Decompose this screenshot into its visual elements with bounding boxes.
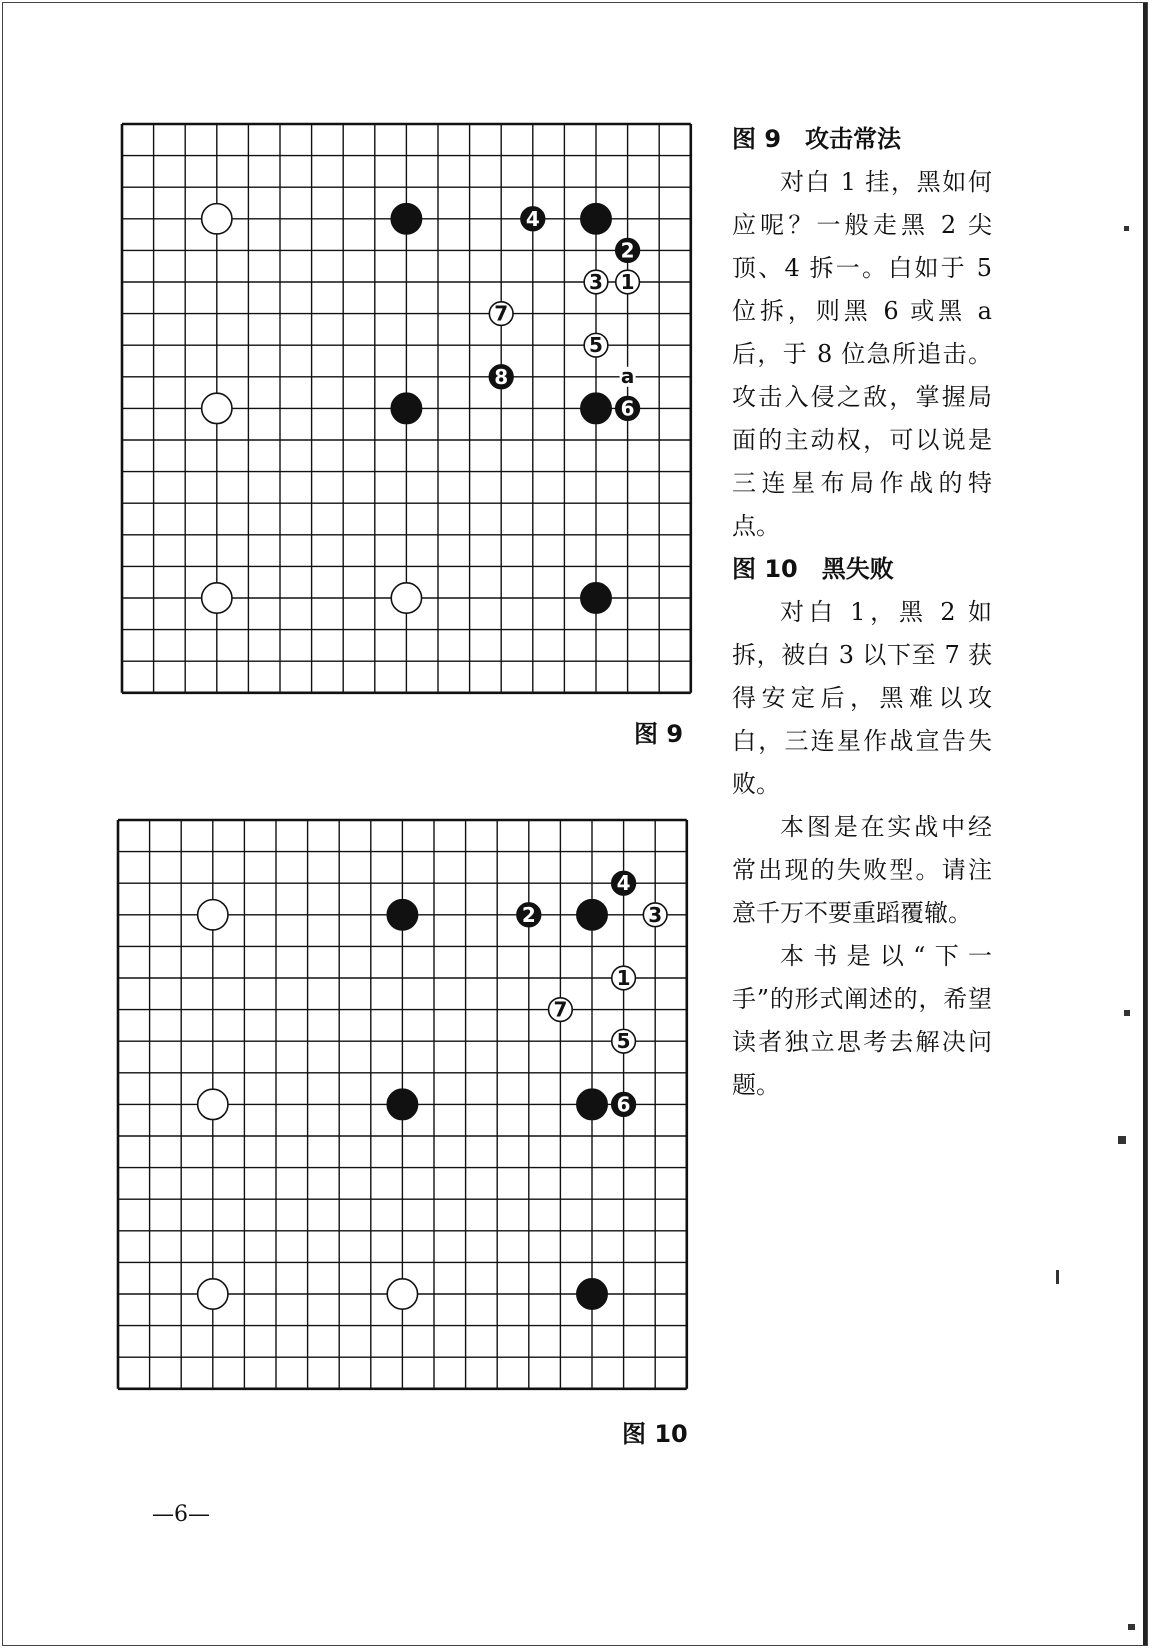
fig9-black-stone (391, 393, 421, 423)
commentary-column (732, 118, 992, 1107)
scan-edge (1143, 3, 1147, 1645)
svg-text:6: 6 (616, 1092, 631, 1117)
fig9-svg (120, 122, 693, 695)
fig9-black-stone-6 (616, 396, 640, 420)
svg-text:3: 3 (648, 902, 663, 927)
fig10-white-stone (387, 1279, 417, 1309)
fig10-white-stone-5 (612, 1029, 636, 1053)
scan-speck (1128, 1624, 1135, 1630)
fig10-black-stone-2 (517, 903, 541, 927)
fig9-black-stone-4 (521, 207, 545, 231)
fig9-white-stone (202, 393, 232, 423)
fig9-white-stone (202, 583, 232, 613)
scan-speck (1124, 226, 1129, 231)
fig9-black-stone-2 (616, 238, 640, 262)
fig9-point-mark-a: a (620, 363, 635, 388)
fig10-black-stone (577, 1089, 607, 1119)
book-format-note: 本书是以“下一手”的形式阐述的，希望读者独立思考去解决问题。 (732, 942, 992, 1099)
fig10-svg (116, 818, 689, 1391)
fig9-black-stone-8 (489, 365, 513, 389)
figure-9-heading: 图 9 攻击常法 (732, 125, 902, 153)
go-board-figure-10 (116, 818, 689, 1391)
svg-text:4: 4 (525, 206, 540, 231)
fig10-black-stone (387, 900, 417, 930)
scan-speck (1056, 1270, 1059, 1284)
fig10-black-stone (387, 1089, 417, 1119)
go-board-figure-9 (120, 122, 693, 695)
svg-text:3: 3 (589, 269, 603, 294)
svg-text:7: 7 (553, 997, 568, 1022)
fig9-white-stone-5 (584, 333, 608, 357)
svg-text:5: 5 (589, 333, 603, 358)
fig10-white-stone-3 (643, 903, 667, 927)
svg-text:1: 1 (620, 269, 635, 294)
figure-10-commentary: 对白 1，黑 2 如拆，被白 3 以下至 7 获得安定后，黑难以攻白，三连星作战宣告失败。 (732, 598, 992, 798)
figure-9-commentary: 对白 1 挂，黑如何应呢？一般走黑 2 尖顶、4 拆一。白如于 5 位拆，则黑 6 或黑 a 后，于 8 位急所追击。攻击入侵之敌，掌握局面的主动权，可以说是三连星布局作战的特点。 (732, 168, 992, 540)
fig10-white-stone (198, 900, 228, 930)
fig9-white-stone (391, 583, 421, 613)
fig9-black-stone (581, 393, 611, 423)
svg-text:5: 5 (616, 1029, 631, 1054)
svg-text:1: 1 (616, 965, 631, 990)
figure-10-caption: 图 10 (622, 1420, 688, 1448)
svg-text:2: 2 (620, 238, 635, 263)
svg-text:7: 7 (494, 301, 509, 326)
fig9-white-stone (202, 204, 232, 234)
fig9-black-stone (391, 204, 421, 234)
svg-text:2: 2 (521, 902, 536, 927)
fig9-white-stone-3 (584, 270, 608, 294)
fig9-black-stone (581, 583, 611, 613)
fig9-white-stone-1 (616, 270, 640, 294)
svg-text:4: 4 (616, 871, 631, 896)
fig10-black-stone-6 (612, 1092, 636, 1116)
fig10-white-stone (198, 1279, 228, 1309)
fig10-black-stone (577, 900, 607, 930)
scan-speck (1118, 1136, 1126, 1144)
fig9-black-stone (581, 204, 611, 234)
svg-text:6: 6 (620, 396, 635, 421)
fig9-white-stone-7 (489, 302, 513, 326)
fig10-white-stone (198, 1089, 228, 1119)
fig10-white-stone-1 (612, 966, 636, 990)
fig10-white-stone-7 (549, 998, 573, 1022)
svg-text:8: 8 (494, 364, 509, 389)
scan-speck (1124, 1010, 1130, 1016)
page-number: —6— (152, 1502, 210, 1527)
figure-9-caption: 图 9 (634, 720, 684, 748)
fig10-black-stone (577, 1279, 607, 1309)
fig10-black-stone-4 (612, 871, 636, 895)
failure-pattern-note: 本图是在实战中经常出现的失败型。请注意千万不要重蹈覆辙。 (732, 813, 992, 927)
figure-10-heading: 图 10 黑失败 (732, 555, 894, 583)
